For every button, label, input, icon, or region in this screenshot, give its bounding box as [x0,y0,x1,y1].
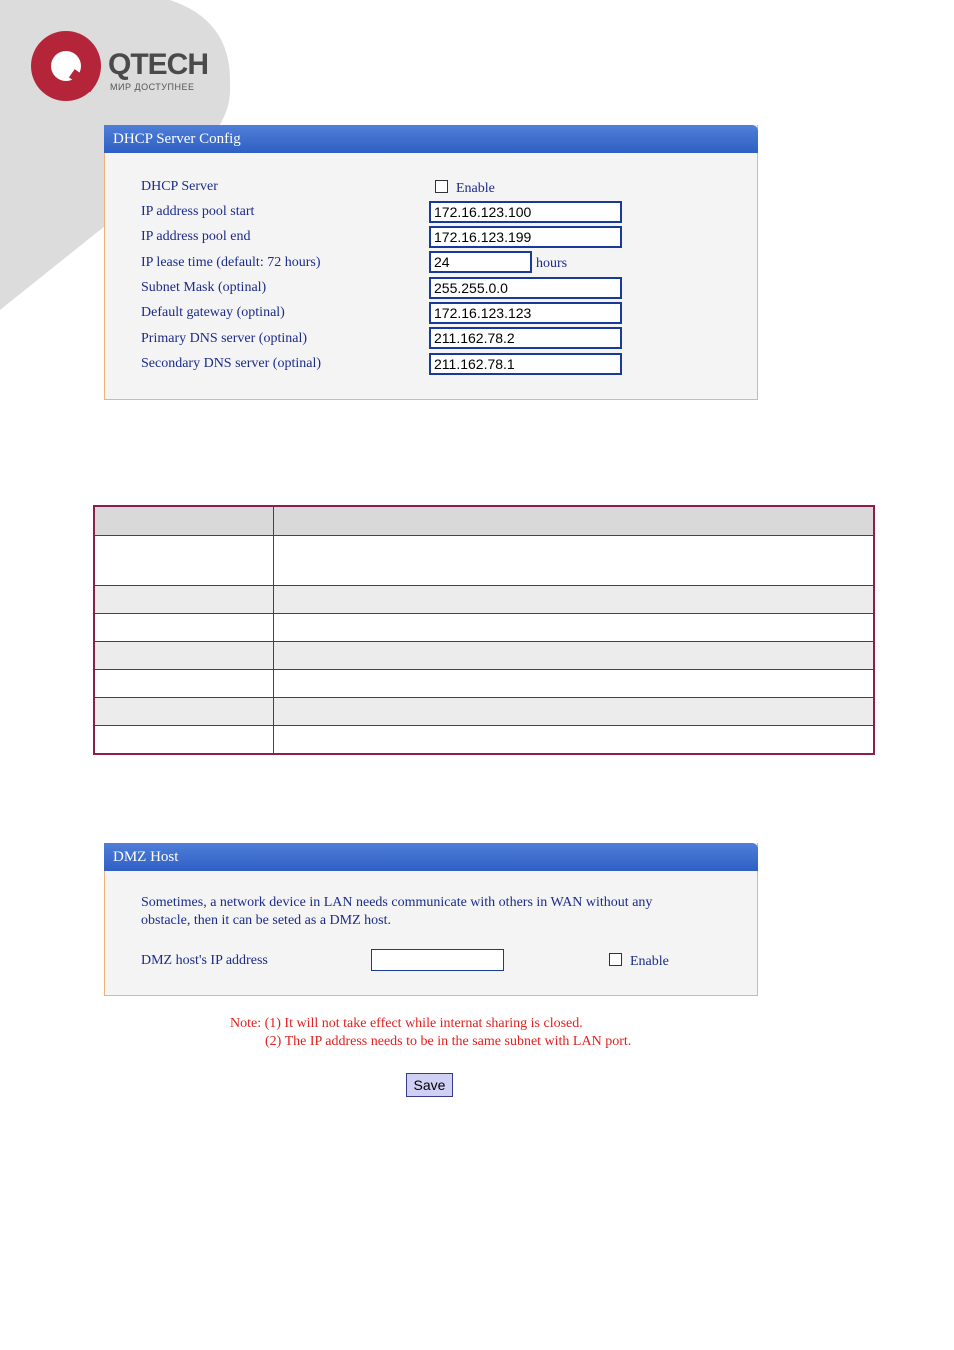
dmz-panel-title: DMZ Host [104,843,758,871]
parameter-table [93,505,875,755]
table-row [94,642,874,670]
table-header-cell [274,506,875,536]
default-gateway-label: Default gateway (optinal) [141,305,285,320]
table-cell [94,698,274,726]
dmz-description-line2: obstacle, then it can be seted as a DMZ host. [141,913,391,928]
table-cell [274,670,875,698]
table-cell [274,614,875,642]
primary-dns-input[interactable]: 211.162.78.2 [429,327,622,349]
lease-time-label: IP lease time (default: 72 hours) [141,255,321,270]
table-row [94,726,874,755]
note-line-1: Note: (1) It will not take effect while internat sharing is closed. [230,1016,583,1031]
pool-end-label: IP address pool end [141,229,251,244]
table-row [94,586,874,614]
dmz-enable-checkbox[interactable] [609,953,622,966]
dmz-description-line1: Sometimes, a network device in LAN needs communicate with others in WAN without any [141,895,653,910]
dmz-enable-label: Enable [630,954,669,969]
table-cell [274,586,875,614]
primary-dns-label: Primary DNS server (optinal) [141,331,308,346]
brand-name: QTECH [108,48,208,81]
table-cell [94,642,274,670]
pool-start-input[interactable]: 172.16.123.100 [429,201,622,223]
table-cell [94,536,274,586]
secondary-dns-input[interactable]: 211.162.78.1 [429,353,622,375]
dhcp-server-label: DHCP Server [141,179,218,194]
dhcp-enable-label: Enable [456,181,495,196]
default-gateway-input[interactable]: 172.16.123.123 [429,302,622,324]
dmz-ip-input[interactable] [371,949,504,971]
dhcp-enable-checkbox[interactable] [435,180,448,193]
save-button[interactable]: Save [406,1073,453,1097]
dhcp-panel-title: DHCP Server Config [104,125,758,153]
subnet-mask-label: Subnet Mask (optinal) [141,280,267,295]
table-row [94,670,874,698]
pool-start-label: IP address pool start [141,204,255,219]
table-cell [274,642,875,670]
table-cell [94,586,274,614]
lease-time-input[interactable]: 24 [429,251,532,273]
table-row [94,698,874,726]
table-row [94,536,874,586]
dmz-host-panel [104,843,758,996]
table-cell [94,726,274,755]
table-row [94,614,874,642]
table-cell [274,698,875,726]
qtech-logo-icon [28,28,104,104]
table-header-row [94,506,874,536]
table-cell [274,536,875,586]
table-header-cell [94,506,274,536]
table-cell [94,614,274,642]
subnet-mask-input[interactable]: 255.255.0.0 [429,277,622,299]
table-cell [94,670,274,698]
table-cell [274,726,875,755]
pool-end-input[interactable]: 172.16.123.199 [429,226,622,248]
dhcp-config-panel [104,125,758,400]
secondary-dns-label: Secondary DNS server (optinal) [141,356,322,371]
note-line-2: (2) The IP address needs to be in the same subnet with LAN port. [265,1034,632,1049]
dmz-ip-label: DMZ host's IP address [141,953,268,968]
lease-unit-label: hours [536,256,568,271]
brand-tagline: МИР ДОСТУПНЕЕ [110,82,195,92]
